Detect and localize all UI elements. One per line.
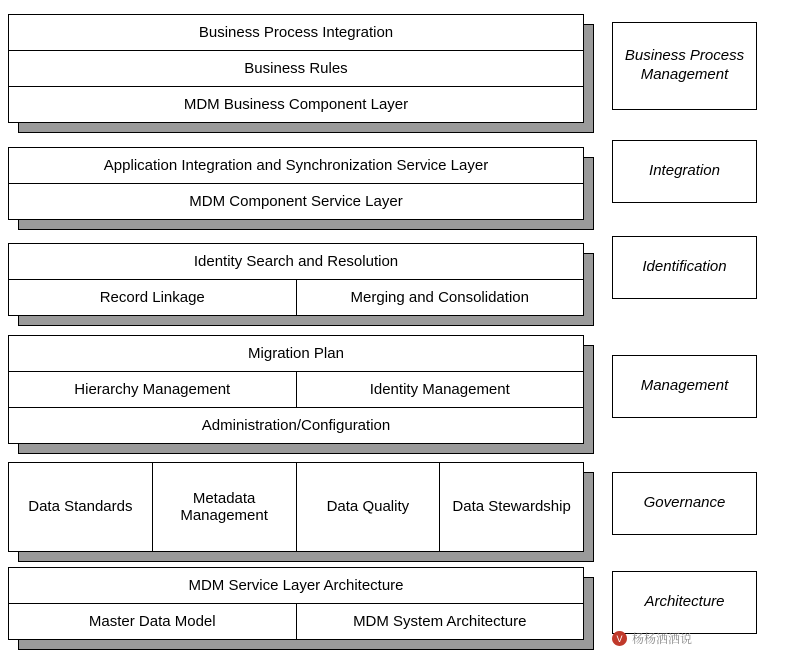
block-identity-search-and-resolution: Identity Search and Resolution [8, 243, 584, 280]
group-management [8, 335, 592, 444]
block-identity-management: Identity Management [296, 371, 585, 408]
diagram-row [8, 243, 584, 280]
block-master-data-model: Master Data Model [8, 603, 297, 640]
group-stack [8, 243, 592, 316]
block-mdm-business-component-layer: MDM Business Component Layer [8, 86, 584, 123]
label-management: Management [612, 355, 757, 418]
group-integration [8, 147, 592, 220]
label-identification: Identification [612, 236, 757, 299]
group-governance [8, 462, 592, 552]
diagram-row [8, 280, 584, 316]
block-administration-configuration: Administration/Configuration [8, 407, 584, 444]
group-architecture [8, 567, 592, 640]
group-identification [8, 243, 592, 316]
block-data-quality: Data Quality [296, 462, 441, 552]
label-integration: Integration [612, 140, 757, 203]
block-metadata-management: Metadata Management [152, 462, 297, 552]
block-mdm-service-layer-architecture: MDM Service Layer Architecture [8, 567, 584, 604]
label-architecture: Architecture [612, 571, 757, 634]
group-stack [8, 567, 592, 640]
block-data-stewardship: Data Stewardship [439, 462, 584, 552]
group-stack [8, 335, 592, 444]
block-hierarchy-management: Hierarchy Management [8, 371, 297, 408]
diagram-row [8, 14, 584, 51]
group-stack [8, 14, 592, 123]
block-record-linkage: Record Linkage [8, 279, 297, 316]
diagram-row [8, 87, 584, 123]
label-business-process-management: Business Process Management [612, 22, 757, 110]
block-mdm-system-architecture: MDM System Architecture [296, 603, 585, 640]
diagram-row [8, 147, 584, 184]
diagram-row [8, 51, 584, 87]
diagram-row [8, 184, 584, 220]
block-mdm-component-service-layer: MDM Component Service Layer [8, 183, 584, 220]
watermark-text: 杨杨洒洒说 [632, 632, 693, 646]
diagram-row [8, 567, 584, 604]
block-business-rules: Business Rules [8, 50, 584, 87]
block-business-process-integration: Business Process Integration [8, 14, 584, 51]
group-business-process-management [8, 14, 592, 123]
block-migration-plan: Migration Plan [8, 335, 584, 372]
watermark [612, 630, 692, 647]
diagram-row [8, 335, 584, 372]
block-merging-and-consolidation: Merging and Consolidation [296, 279, 585, 316]
watermark-logo-icon: V [612, 631, 627, 646]
group-stack [8, 147, 592, 220]
diagram-row [8, 372, 584, 408]
group-stack [8, 462, 592, 552]
diagram-row [8, 462, 584, 552]
diagram-row [8, 408, 584, 444]
diagram-row [8, 604, 584, 640]
block-data-standards: Data Standards [8, 462, 153, 552]
block-application-integration-and-synchronization-service-layer: Application Integration and Synchronization Service Layer [8, 147, 584, 184]
label-governance: Governance [612, 472, 757, 535]
